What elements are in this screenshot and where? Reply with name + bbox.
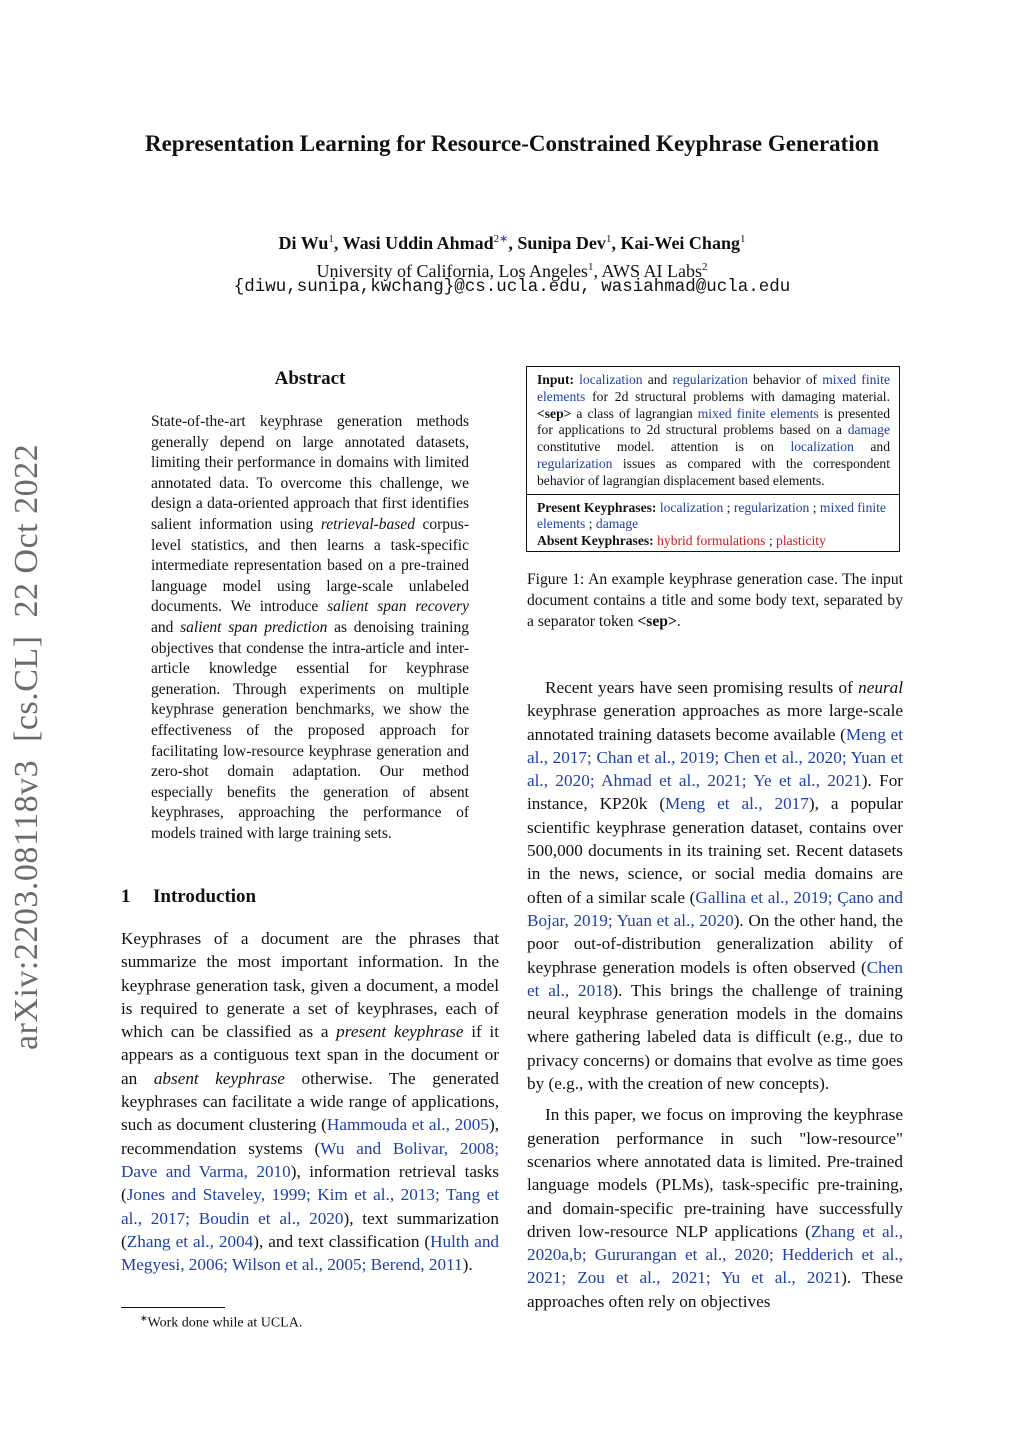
author-name: Kai-Wei Chang (620, 233, 740, 253)
absent-keyphrases: Absent Keyphrases: hybrid formulations ; plasticity (537, 533, 826, 549)
affil-mark: 1 (328, 233, 334, 245)
citation-link[interactable]: Gallina et al., 2019 (695, 887, 828, 907)
citation-link[interactable]: Gururangan et al., 2020 (594, 1245, 769, 1265)
abstract-body: State-of-the-art keyphrase generation methods generally depend on large annotated datasets, limiting their performance in domains with limited annotated data. To overcome this challenge, we design a data-oriented approach that first identifies salient information using retrieval-based corpus-level statistics, and then learns a task-specific intermediate representation based on a pre-trained language model using large-scale unlabeled documents. We introduce salient span recovery and salient span prediction as denoising training objectives that condense the intra-article and inter-article knowledge essential for keyphrase generation. Through experiments on multiple keyphrase generation benchmarks, we show the effectiveness of the proposed approach for facilitating low-resource keyphrase generation and zero-shot domain adaptation. Our method especially benefits the generation of absent keyphrases, approaching the performance of models trained with large training sets. (151, 413, 470, 842)
figure-1-caption: Figure 1: An example keyphrase generation case. The input document contains a title and some body text, separated by a separator token <sep>. (527, 571, 903, 630)
citation-link[interactable]: Hedderich et al., 2021 (527, 1245, 903, 1288)
affil-mark: 1 (739, 233, 746, 245)
citation-link[interactable]: Zou et al., 2021 (577, 1268, 706, 1288)
introduction-body: Keyphrases of a document are the phrases that summarize the most important information. In the keyphrase generation task, given a document, a model is required to generate a set of keyphrases, each of which can be classified as a present keyphrase if it appears as a contiguous text span in the document or an absent keyphrase otherwise. The generated keyphrases can facilitate a wide range of applications, such as document clustering (Hammouda et al., 2005), recommendation systems (Wu and Bolivar, 2008; Dave and Varma, 2010), information retrieval tasks (Jones and Staveley, 1999; Kim et al., 2013; Tang et al., 2017; Boudin et al., 2020), text summarization (Zhang et al., 2004), and text classification (Hulth and Megyesi, 2006; Wilson et al., 2005; Berend, 2011). (121, 929, 500, 1275)
paragraph: Recent years have seen promising results of neural keyphrase generation approaches as more large-scale annotated training datasets become available (Meng et al., 2017; Chan et al., 2019; Chen et al., 2020; Yuan et al., 2020; Ahmad et al., 2021; Ye et al., 2021). For instance, KP20k (Meng et al., 2017), a popular scientific keyphrase generation dataset, contains over 500,000 documents in its training set. Recent datasets in the news, science, or social media domains are often of a similar scale (Gallina et al., 2019; Çano and Bojar, 2019; Yuan et al., 2020). On the other hand, the poor out-of-distribution generalization ability of keyphrase generation models is often observed (Chen et al., 2018). This brings the challenge of training neural keyphrase generation models in the domains where gathering labeled data is difficult (e.g., due to privacy concerns) or domains that evolve as time goes by (e.g., with the creation of new concepts). (527, 678, 904, 1094)
citation-link[interactable]: Meng et al., 2017 (527, 724, 903, 767)
citation-link[interactable]: Çano and Bojar, 2019 (527, 887, 903, 930)
author-names: Di Wu$^1$, Wasi Uddin Ahmad$^{2∗}$, Sunipa Dev$^1$, Kai-Wei Chang$^1$ (278, 233, 746, 253)
citation-link[interactable]: Chen et al., 2018 (527, 957, 903, 1000)
author-name: Wasi Uddin Ahmad (342, 233, 494, 253)
author-name: Sunipa Dev (517, 233, 606, 253)
affil-mark: 2 (493, 233, 500, 245)
citation-link[interactable]: Chan et al., 2019 (596, 747, 715, 767)
citation-link[interactable]: Yuan et al., 2020 (616, 910, 734, 930)
paper-title: Representation Learning for Resource-Constrained Keyphrase Generation (144, 131, 880, 156)
right-column-body (527, 676, 903, 1313)
citation-link[interactable]: Yuan et al., 2020 (527, 747, 903, 791)
affiliation: AWS AI Labs (601, 261, 702, 281)
footnote-rule (121, 1307, 225, 1308)
abstract-heading: Abstract (274, 368, 346, 389)
figure-input-document: Input: localization and regularization behavior of mixed finite elements for 2d structural problems with damaging material. <sep> a class of lagrangian mixed finite elements is presented for applications to 2d structural problems based on a damage constitutive model. attention is on localization and regularization issues as compared with the correspondent behavior of lagrangian displacement based elements. (527, 367, 899, 495)
citation-link[interactable]: Jones and Staveley, 1999 (126, 1185, 306, 1205)
affiliations: University of California, Los Angeles$^1$, AWS AI Labs$^2$ (316, 261, 708, 281)
figure-keyphrases (527, 495, 899, 550)
citation-link[interactable]: Wilson et al., 2005 (231, 1255, 362, 1275)
footnote: ∗Work done while at UCLA. (140, 1313, 303, 1331)
affil-mark: 2 (702, 261, 708, 273)
affiliation: University of California, Los Angeles (316, 261, 588, 281)
citation-link[interactable]: Boudin et al., 2020 (198, 1208, 344, 1228)
citation-link[interactable]: Chen et al., 2020 (723, 747, 842, 767)
citation-link[interactable]: Hulth and Megyesi, 2006 (121, 1231, 500, 1275)
author-block (120, 227, 904, 283)
citation-link[interactable]: Hammouda et al., 2005 (326, 1115, 489, 1135)
citation-link[interactable]: Ye et al., 2021 (753, 771, 862, 791)
author-emails: {diwu,sunipa,kwchang}@cs.ucla.edu, wasiahmad@ucla.edu (233, 277, 791, 297)
author-name: Di Wu (278, 233, 329, 253)
citation-link[interactable]: Meng et al., 2017 (665, 794, 809, 814)
citation-link[interactable]: Yu et al., 2021 (721, 1268, 842, 1288)
citation-link[interactable]: Kim et al., 2013 (317, 1185, 436, 1205)
present-keyphrases: Present Keyphrases: localization ; regularization ; mixed finite elements ; damage (537, 499, 886, 532)
citation-link[interactable]: Zhang et al., 2004 (126, 1231, 254, 1251)
citation-link[interactable]: Tang et al., 2017 (121, 1185, 499, 1228)
figure-1-box (526, 366, 900, 552)
affil-mark: 1 (587, 261, 594, 273)
citation-link[interactable]: Berend, 2011 (370, 1255, 463, 1275)
citation-link[interactable]: Zhang et al., 2020a,b (527, 1221, 904, 1265)
citation-link[interactable]: Ahmad et al., 2021 (601, 771, 742, 791)
paragraph: In this paper, we focus on improving the keyphrase generation performance in such "low-resource" scenarios where annotated data is limited. Pre-trained language models (PLMs), task-specific pre-training, and domain-specific pre-training have successfully driven low-resource NLP applications (Zhang et al., 2020a,b; Gururangan et al., 2020; Hedderich et al., 2021; Zou et al., 2021; Yu et al., 2021). These approaches often rely on objectives (527, 1105, 904, 1311)
affil-mark: 1 (605, 233, 612, 245)
citation-link[interactable]: Wu and Bolivar, 2008 (320, 1138, 495, 1158)
footnote-link[interactable]: ∗ (499, 233, 509, 245)
section-heading-introduction: 1 Introduction (121, 886, 257, 907)
citation-link[interactable]: Dave and Varma, 2010 (121, 1161, 291, 1181)
arxiv-watermark: arXiv:2203.08118v3 [cs.CL] 22 Oct 2022 (8, 443, 45, 1050)
